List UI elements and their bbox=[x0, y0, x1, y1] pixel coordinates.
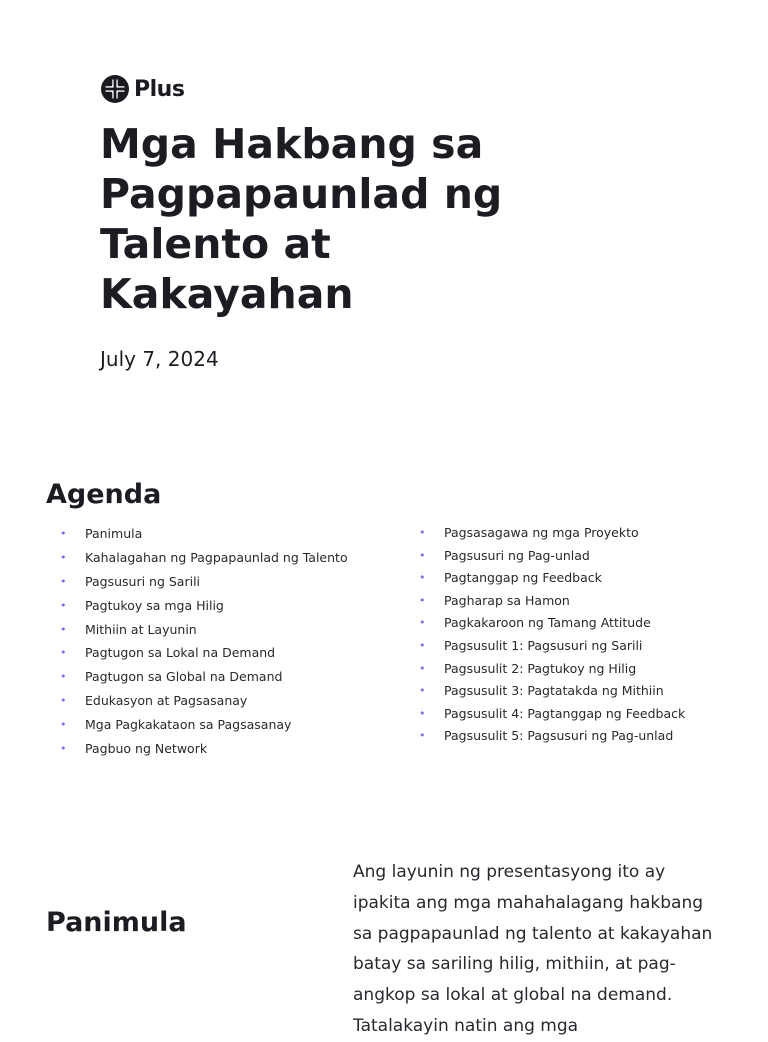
agenda-item bbox=[60, 598, 348, 622]
agenda-item-label: Pagsusulit 1: Pagsusuri ng Sarili bbox=[444, 637, 643, 653]
agenda-list-right bbox=[419, 525, 685, 751]
document-date: July 7, 2024 bbox=[100, 347, 219, 371]
agenda-item-label: Pagtugon sa Global na Demand bbox=[85, 669, 283, 685]
agenda-item-label: Pagtugon sa Lokal na Demand bbox=[85, 645, 276, 661]
bullet-icon: • bbox=[419, 706, 426, 720]
agenda-list-left bbox=[60, 526, 348, 765]
agenda-item-label: Pagharap sa Hamon bbox=[444, 592, 570, 608]
agenda-item-label: Pagsusuri ng Pag-unlad bbox=[444, 547, 590, 563]
agenda-item-label: Pagsusuri ng Sarili bbox=[85, 573, 201, 589]
agenda-item-label: Pagbuo ng Network bbox=[85, 741, 208, 757]
agenda-item-label: Pagsusulit 5: Pagsusuri ng Pag-unlad bbox=[444, 728, 674, 744]
bullet-icon: • bbox=[60, 718, 67, 732]
agenda-item-label: Pagsasagawa ng mga Proyekto bbox=[444, 525, 639, 540]
agenda-item bbox=[60, 645, 348, 669]
bullet-icon: • bbox=[419, 661, 426, 675]
bullet-icon: • bbox=[60, 550, 67, 564]
bullet-icon: • bbox=[419, 684, 426, 698]
bullet-icon: • bbox=[419, 638, 426, 652]
bullet-icon: • bbox=[60, 527, 67, 540]
agenda-item bbox=[419, 525, 685, 548]
bullet-icon: • bbox=[419, 571, 426, 585]
document-title: Mga Hakbang sa Pagpapaunlad ng Talento at Kakayahan bbox=[100, 120, 503, 318]
agenda-item-label: Pagkakaroon ng Tamang Attitude bbox=[444, 615, 651, 631]
agenda-item bbox=[419, 728, 685, 751]
bullet-icon: • bbox=[419, 616, 426, 630]
bullet-icon: • bbox=[60, 670, 67, 684]
brand-logo bbox=[101, 75, 184, 103]
bullet-icon: • bbox=[60, 742, 67, 756]
agenda-item-label: Edukasyon at Pagsasanay bbox=[85, 693, 248, 709]
agenda-item-label: Pagsusulit 4: Pagtanggap ng Feedback bbox=[444, 705, 686, 721]
agenda-item bbox=[419, 593, 685, 616]
agenda-item bbox=[419, 661, 685, 684]
agenda-item-label: Pagtukoy sa mga Hilig bbox=[85, 597, 224, 613]
agenda-item bbox=[60, 741, 348, 765]
bullet-icon: • bbox=[419, 548, 426, 562]
agenda-item-label: Mithiin at Layunin bbox=[85, 621, 197, 637]
bullet-icon: • bbox=[419, 729, 426, 743]
agenda-item bbox=[419, 683, 685, 706]
agenda-item-label: Pagsusulit 2: Pagtukoy ng Hilig bbox=[444, 660, 637, 676]
agenda-item bbox=[419, 615, 685, 638]
agenda-item-label: Mga Pagkakataon sa Pagsasanay bbox=[85, 717, 292, 733]
agenda-item-label: Pagsusulit 3: Pagtatakda ng Mithiin bbox=[444, 683, 664, 699]
agenda-item bbox=[419, 570, 685, 593]
agenda-item bbox=[60, 717, 348, 741]
agenda-item-label: Pagtanggap ng Feedback bbox=[444, 570, 602, 586]
agenda-item bbox=[60, 669, 348, 693]
agenda-item-label: Kahalagahan ng Pagpapaunlad ng Talento bbox=[85, 549, 348, 565]
bullet-icon: • bbox=[60, 574, 67, 588]
agenda-item bbox=[60, 526, 348, 550]
bullet-icon: • bbox=[419, 526, 426, 539]
bullet-icon: • bbox=[60, 622, 67, 636]
agenda-item bbox=[60, 622, 348, 646]
agenda-item bbox=[419, 638, 685, 661]
agenda-item bbox=[419, 548, 685, 571]
introduction-paragraph: Ang layunin ng presentasyong ito ay ipakita ang mga mahahalagang hakbang sa pagpapaunlad ng talento at kakayahan batay sa sariling hilig, mithiin, at pag-angkop sa lokal at global na demand. Tatalakayin natin ang mga bbox=[353, 862, 713, 1036]
brand-name: Plus bbox=[134, 76, 185, 102]
agenda-item-label: Panimula bbox=[85, 526, 143, 541]
agenda-item bbox=[60, 693, 348, 717]
bullet-icon: • bbox=[60, 598, 67, 612]
bullet-icon: • bbox=[60, 694, 67, 708]
agenda-heading: Agenda bbox=[46, 479, 162, 510]
plus-logo-icon bbox=[101, 75, 129, 103]
agenda-item bbox=[419, 706, 685, 729]
bullet-icon: • bbox=[60, 646, 67, 660]
introduction-heading: Panimula bbox=[46, 907, 187, 938]
agenda-item bbox=[60, 574, 348, 598]
agenda-item bbox=[60, 550, 348, 574]
bullet-icon: • bbox=[419, 593, 426, 607]
